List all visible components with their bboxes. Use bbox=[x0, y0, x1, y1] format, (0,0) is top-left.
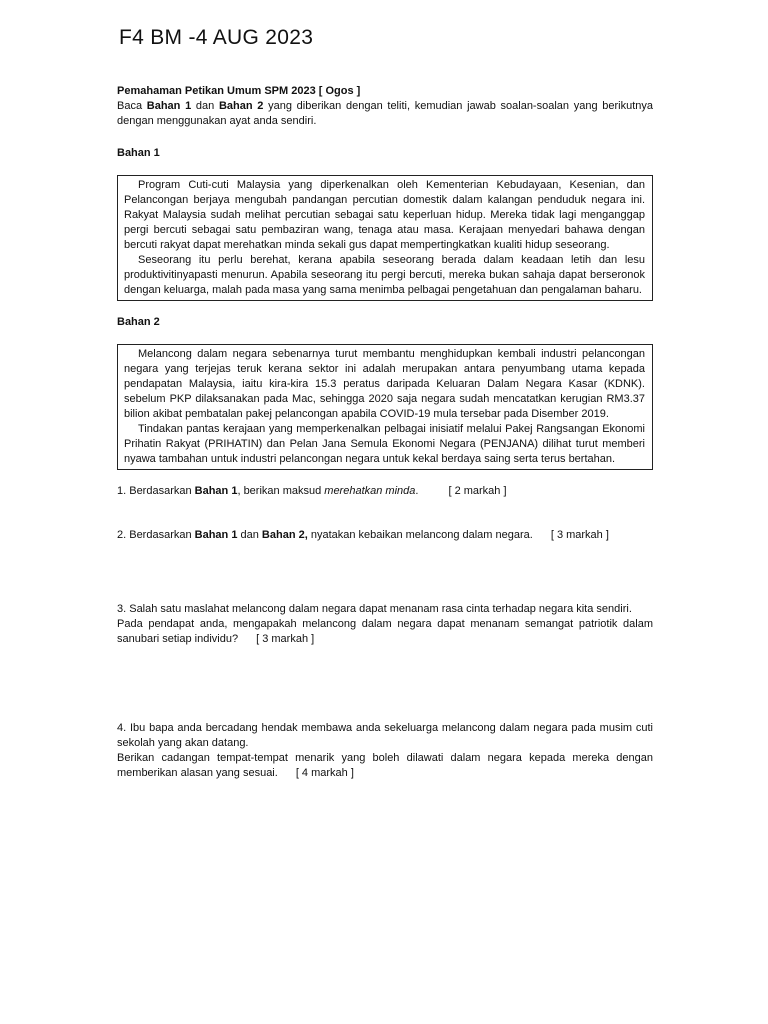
bahan1-passage-box bbox=[117, 175, 653, 301]
q2-bahan2-ref: Bahan 2, bbox=[261, 529, 308, 541]
q4-text: Berikan cadangan tempat-tempat menarik yang boleh dilawati dalam negara kepada mereka dengan memberikan alasan yang sesuai. bbox=[117, 752, 653, 779]
q4-line: 4. Ibu bapa anda bercadang hendak membawa anda sekeluarga melancong dalam negara pada musim cuti sekolah yang akan datang. bbox=[117, 722, 653, 749]
q2-bahan1-ref: Bahan 1 bbox=[194, 529, 238, 541]
intro-text: Baca bbox=[117, 100, 147, 112]
page-title: F4 BM -4 AUG 2023 bbox=[119, 26, 314, 49]
q2-text: nyatakan kebaikan melancong dalam negara. bbox=[307, 529, 533, 541]
bahan2-paragraph: Tindakan pantas kerajaan yang memperkenalkan pelbagai inisiatif melalui Pakej Rangsangan Ekonomi Prihatin Rakyat (PRIHATIN) dan Pelan Jana Semula Ekonomi Negara (PENJANA) dilihat turut memberi nyawa tambahan untuk industri pelancongan negara untuk kekal berdaya saing serta terus bertahan. bbox=[124, 423, 645, 465]
q4-marks: [ 4 markah ] bbox=[295, 767, 354, 779]
intro-text: dan bbox=[191, 100, 219, 112]
q3-text: Pada pendapat anda, mengapakah melancong dalam negara dapat menanam semangat patriotik dalam sanubari setiap individu? bbox=[117, 618, 653, 645]
question-4 bbox=[117, 721, 653, 781]
intro-bahan2-ref: Bahan 2 bbox=[218, 100, 264, 112]
bahan1-paragraph: Seseorang itu perlu berehat, kerana apabila seseorang berada dalam keadaan letih dan lesu produktivitinyapasti menurun. Apabila seseorang itu pergi bercuti, mereka bukan sahaja dapat berseronok dengan keluarga, malah pada masa yang sama menimba pelbagai pengetahuan dan pengalaman baharu. bbox=[124, 254, 645, 296]
worksheet-content bbox=[117, 84, 653, 781]
q2-text: 2. Berdasarkan bbox=[117, 529, 195, 541]
q3-line: 3. Salah satu maslahat melancong dalam negara dapat menanam rasa cinta terhadap negara kita sendiri. bbox=[117, 603, 632, 615]
q1-text: . bbox=[415, 485, 419, 497]
q3-line bbox=[117, 617, 653, 647]
q4-line bbox=[117, 751, 653, 781]
question-1 bbox=[117, 484, 653, 499]
bahan2-paragraph: Melancong dalam negara sebenarnya turut membantu menghidupkan kembali industri pelancongan negara yang terjejas teruk kerana sektor ini adalah merupakan antara penyumbang utama kepada pendapatan Malaysia, iaitu kira-kira 15.3 peratus daripada Keluaran Dalam Negara Kasar (KDNK). sebelum PKP dilaksanakan pada Mac, sehingga 2020 saja negara sudah mencatatkan kerugian RM3.37 bilion akibat pembatalan pakej pelancongan apabila COVID-19 mula tersebar pada Disember 2019. bbox=[124, 348, 645, 420]
q1-marks: [ 2 markah ] bbox=[448, 485, 507, 497]
bahan1-label: Bahan 1 bbox=[117, 147, 160, 159]
intro-bahan1-ref: Bahan 1 bbox=[146, 100, 192, 112]
q1-text: , berikan maksud bbox=[237, 485, 325, 497]
section-heading: Pemahaman Petikan Umum SPM 2023 [ Ogos ] bbox=[117, 85, 361, 97]
question-3 bbox=[117, 602, 653, 647]
bahan2-label: Bahan 2 bbox=[117, 316, 160, 328]
question-2 bbox=[117, 528, 653, 543]
q2-text: dan bbox=[237, 529, 262, 541]
q2-marks: [ 3 markah ] bbox=[550, 529, 609, 541]
bahan1-paragraph: Program Cuti-cuti Malaysia yang diperkenalkan oleh Kementerian Kebudayaan, Kesenian, dan Pelancongan berjaya mengubah pandangan percutian domestik dalam kalangan penduduk negara ini. Rakyat Malaysia sudah melihat percutian sebagai satu keperluan hidup. Mereka tidak lagi menganggap pergi bercuti sebagai satu pembaziran wang, tenaga atau masa. Kerajaan menyedari bahawa dengan bercuti rakyat dapat merehatkan minda sekali gus dapat mempertingkatkan kualiti hidup seseorang. bbox=[124, 179, 645, 251]
bahan2-passage-box bbox=[117, 344, 653, 470]
q1-text: 1. Berdasarkan bbox=[117, 485, 195, 497]
intro-text: yang diberikan dengan teliti, kemudian jawab soalan-soalan yang berikutnya dengan menggunakan ayat anda sendiri. bbox=[117, 100, 654, 127]
q1-bahan-ref: Bahan 1 bbox=[194, 485, 238, 497]
instructions bbox=[117, 99, 653, 129]
q1-term: merehatkan minda bbox=[324, 485, 416, 497]
q3-marks: [ 3 markah ] bbox=[256, 633, 315, 645]
